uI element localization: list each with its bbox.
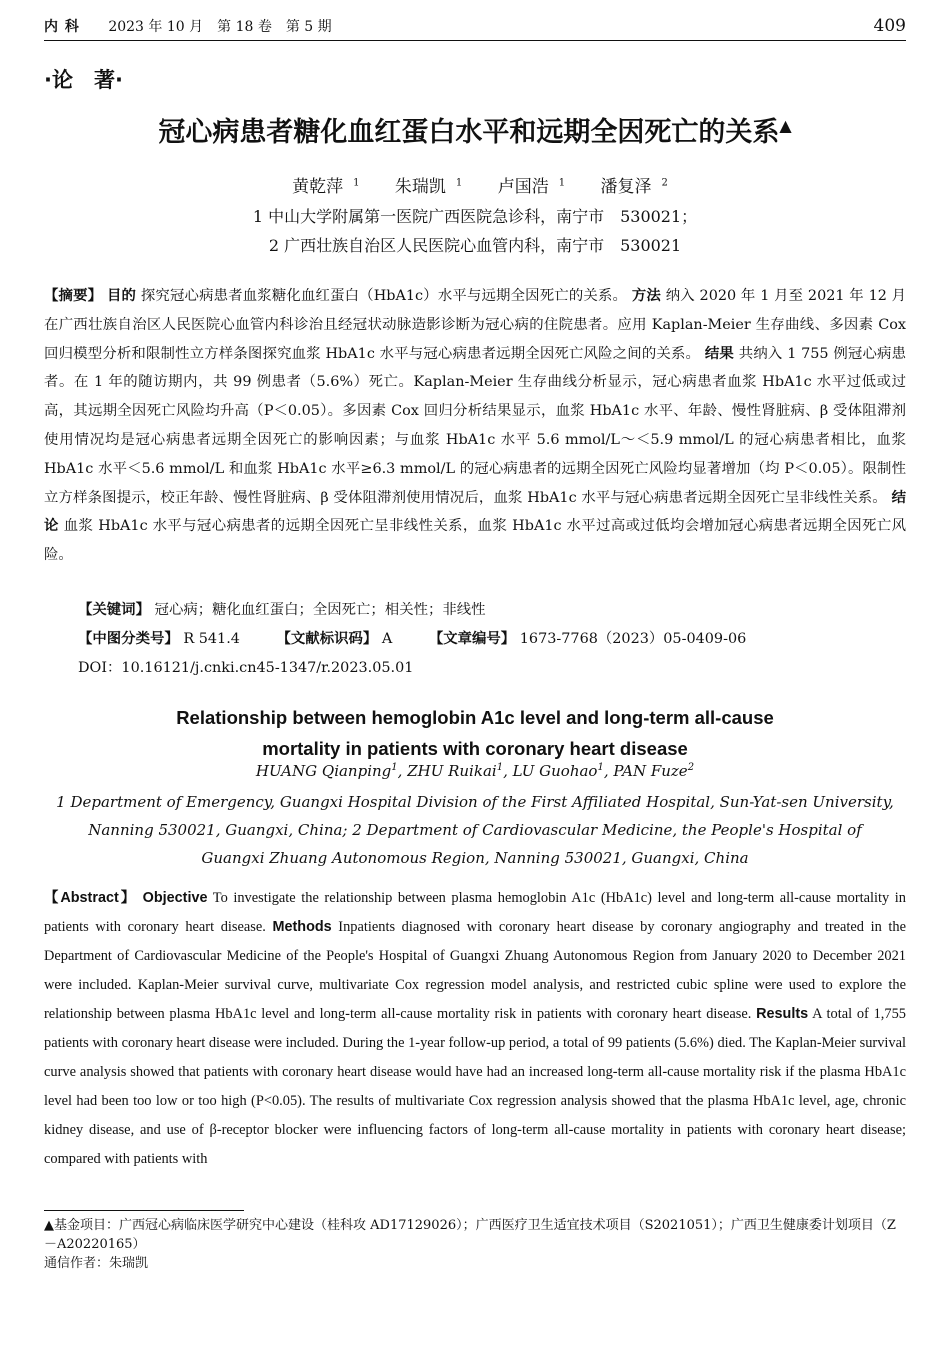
affiliation-chinese: 2 广西壮族自治区人民医院心血管内科，南宁市 530021 <box>268 236 682 255</box>
footnotes <box>44 1216 906 1273</box>
affiliation-english-line: Guangxi Zhuang Autonomous Region, Nanning 530021, Guangxi, China <box>201 849 749 867</box>
methods-label: 方法 <box>631 288 661 304</box>
page-number: 409 <box>873 16 906 36</box>
article-no-label: 【文章编号】 <box>428 631 516 647</box>
header-divider <box>44 40 906 41</box>
doc-code-label: 【文献标识码】 <box>276 631 378 647</box>
title-english-line: Relationship between hemoglobin A1c level and long-term all-cause <box>176 707 774 728</box>
keywords-value: 冠心病；糖化血红蛋白；全因死亡；相关性；非线性 <box>154 602 486 618</box>
affiliation-english-line: 1 Department of Emergency, Guangxi Hospital Division of the First Affiliated Hospital, Sun-Yat-sen University, <box>56 793 894 811</box>
author: 朱瑞凯 $^1$ <box>394 177 463 197</box>
abstract-chinese <box>44 282 906 570</box>
keywords-label: 【关键词】 <box>78 602 150 618</box>
doi[interactable]: DOI：10.16121/j.cnki.cn45-1347/r.2023.05.01 <box>78 660 414 676</box>
authors-chinese <box>0 172 950 197</box>
corresponding-author: 通信作者：朱瑞凯 <box>44 1256 149 1271</box>
funding-note: ▲基金项目：广西冠心病临床医学研究中心建设（桂科攻 AD17129026）；广西医疗卫生适宜技术项目（S2021051）；广西卫生健康委计划项目（Z－A20220165） <box>44 1218 896 1252</box>
funding-mark: ▲ <box>779 116 792 135</box>
article-no-value: 1673-7768（2023）05-0409-06 <box>519 631 747 647</box>
clc-value: R 541.4 <box>183 631 240 647</box>
results-text: A total of 1,755 patients with coronary heart disease were included. During the 1-year follow-up period, a total of 99 patients (5.6%) died. The Kaplan-Meier survival curve analysis showed that patients with coronary heart disease would have had an increased long-term all-cause mortality risk if the plasma HbA1c level had been too low or too high (P<0.05). The results of multivariate Cox regression analysis showed that the plasma HbA1c level, age, chronic kidney disease, and use of β-receptor blocker were influencing factors of long-term all-cause mortality in patients with coronary heart disease; compared with patients with <box>44 1006 906 1167</box>
running-header <box>44 16 906 42</box>
author: LU Guohao$^1$ <box>512 762 604 780</box>
affiliation-english <box>44 788 906 872</box>
abstract-label: 【Abstract】 <box>44 890 138 906</box>
methods-text: 纳入 2020 年 1 月至 2021 年 12 月在广西壮族自治区人民医院心血管内科诊治且经冠状动脉造影诊断为冠心病的住院患者。应用 Kaplan-Meier 生存曲线、多因素 Cox 回归模型分析和限制性立方样条图探究血浆 HbA1c 水平与冠心病患者远期全因死亡风险之间的关系。 <box>44 288 907 362</box>
results-label: 结果 <box>704 345 734 362</box>
title-english-line: mortality in patients with coronary heart disease <box>262 738 688 759</box>
affiliation-chinese: 1 中山大学附属第一医院广西医院急诊科，南宁市 530021； <box>252 207 698 226</box>
abstract-label: 【摘要】 <box>44 288 103 304</box>
conclusion-label: 结论 <box>44 489 906 535</box>
methods-label: Methods <box>272 919 332 935</box>
title-chinese <box>0 110 950 149</box>
author: 黄乾萍 $^1$ <box>292 177 360 197</box>
author: 卢国浩 $^1$ <box>497 177 566 197</box>
objective-label: 目的 <box>106 288 137 304</box>
section-label: ·论 著· <box>44 68 123 92</box>
results-text: 共纳入 1 755 例冠心病患者。在 1 年的随访期内，共 99 例患者（5.6%）死亡。Kaplan-Meier 生存曲线分析显示，冠心病患者血浆 HbA1c 水平过低或过高，其远期全因死亡风险均升高（P＜0.05）。多因素 Cox 回归分析结果显示，血浆 HbA1c 水平、年龄、慢性肾脏病、β 受体阻滞剂使用情况均是冠心病患者远期全因死亡的影响因素；与血浆 HbA1c 水平 5.6 mmol/L～＜5.9 mmol/L 的冠心病患者相比，血浆 HbA1c 水平＜5.6 mmol/L 和血浆 HbA1c 水平≥6.3 mmol/L 的冠心病患者的远期全因死亡风险均显著增加（均 P＜0.05）。限制性立方样条图提示，校正年龄、慢性肾脏病、β 受体阻滞剂使用情况后，血浆 HbA1c 水平与冠心病患者远期全因死亡呈非线性关系。 <box>44 345 906 506</box>
title-english <box>0 702 950 764</box>
footnote-divider <box>44 1210 244 1211</box>
author: ZHU Ruikai$^1$ <box>407 762 504 780</box>
title-chinese-text: 冠心病患者糖化血红蛋白水平和远期全因死亡的关系 <box>158 117 780 148</box>
affiliation-english-line: Nanning 530021, Guangxi, China; 2 Department of Cardiovascular Medicine, the People's Hospital of <box>88 821 862 839</box>
author: 潘复泽 $^2$ <box>600 177 668 197</box>
author: HUANG Qianping$^1$ <box>255 762 398 780</box>
issue-info: 2023 年 10 月 第 18 卷 第 5 期 <box>108 19 332 35</box>
keywords <box>78 598 906 619</box>
conclusion-text: 血浆 HbA1c 水平与冠心病患者的远期全因死亡呈非线性关系，血浆 HbA1c 水平过高或过低均会增加冠心病患者远期全因死亡风险。 <box>44 518 906 564</box>
clc-label: 【中图分类号】 <box>78 631 179 647</box>
doc-code-value: A <box>381 631 393 647</box>
author: PAN Fuze$^2$ <box>613 762 695 780</box>
results-label: Results <box>756 1006 809 1022</box>
authors-english: HUANG Qianping$^1$, ZHU Ruikai$^1$, LU Guohao$^1$, PAN Fuze$^2$ <box>255 762 695 780</box>
methods-text: Inpatients diagnosed with coronary heart disease by coronary angiography and treated in the Department of Cardiovascular Medicine of the People's Hospital of Guangxi Zhuang Autonomous Region from January 2020 to December 2021 were included. Kaplan-Meier survival curve, multivariate Cox regression model analysis, and restricted cubic spline were used to explore the relationship between plasma HbA1c level and long-term all-cause mortality risk in patients with coronary heart disease. <box>44 919 906 1022</box>
objective-label: Objective <box>142 890 208 906</box>
classification-line <box>78 627 906 648</box>
abstract-english <box>44 884 906 1174</box>
journal-name: 内 科 <box>44 19 80 35</box>
objective-text: 探究冠心病患者血浆糖化血红蛋白（HbA1c）水平与远期全因死亡的关系。 <box>140 288 628 304</box>
objective-text: To investigate the relationship between plasma hemoglobin A1c (HbA1c) level and long-term all-cause mortality in patients with coronary heart disease. <box>44 890 906 935</box>
